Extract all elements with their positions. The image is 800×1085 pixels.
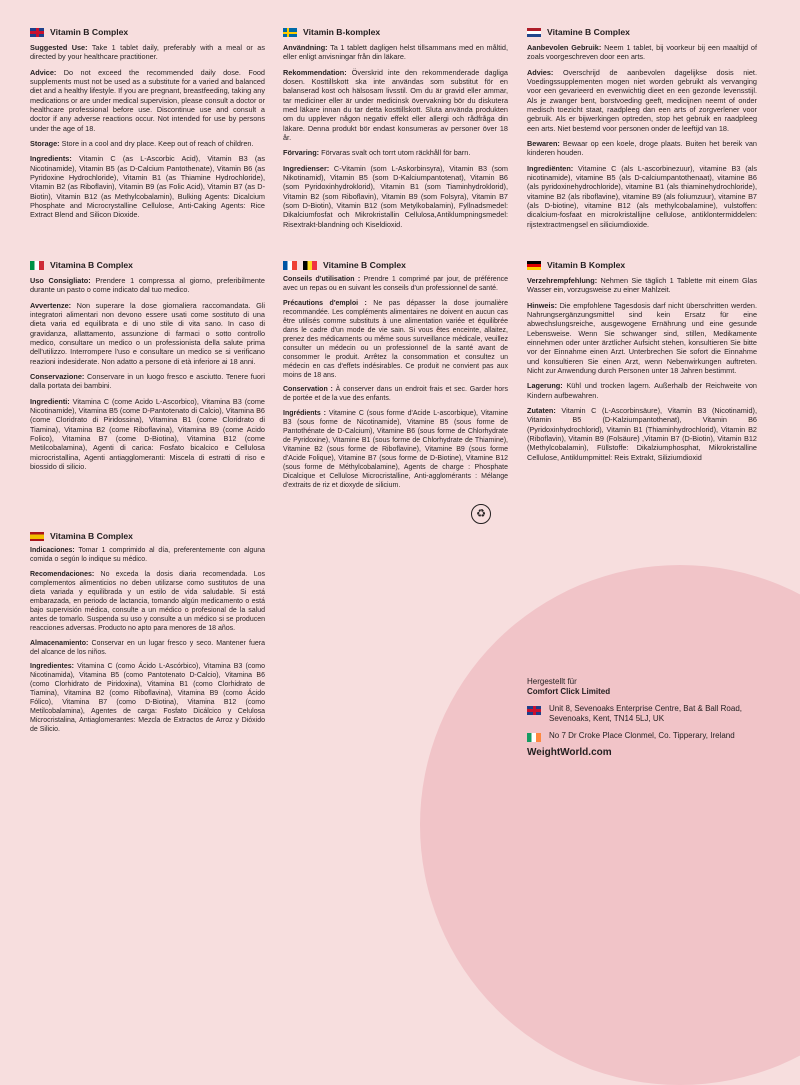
section-es xyxy=(30,531,265,741)
paragraph: Hinweis: Die empfohlene Tagesdosis darf nicht überschritten werden. Nahrungsergänzungsmittel sind kein Ersatz für eine abwechslungsreiche, ausgewogene Ernährung und eine gesunde Lebensweise. Wenn Sie schwanger sind, stillen, Medikamente einnehmen oder unter ärztlicher Aufsicht stehen, konsultieren Sie bitte vor der Einnahme einen Arzt. Unterbrechen Sie sofort die Einnahme und konsultieren Sie einen Arzt, wenn Nebenwirkungen auftreten. Nicht zur Anwendung durch Personen unter 18 Jahren bestimmt. xyxy=(527,300,757,375)
section-title: Vitamin B Complex xyxy=(50,27,129,37)
paragraph: Förvaring: Förvaras svalt och torrt utom räckhåll för barn. xyxy=(283,148,471,158)
section-nl xyxy=(527,27,757,235)
section-se xyxy=(283,27,508,235)
section-fr xyxy=(283,260,508,497)
paragraph: Verzehrempfehlung: Nehmen Sie täglich 1 Tablette mit einem Glas Wasser ein, vorzugsweise zu einer Mahlzeit. xyxy=(527,276,757,295)
paragraph: Suggested Use: Take 1 tablet daily, preferably with a meal or as directed by your healthcare practitioner. xyxy=(30,43,265,62)
uk-address: Unit 8, Sevenoaks Enterprise Centre, Bat & Ball Road, Sevenoaks, Kent, TN14 5LJ, UK xyxy=(549,703,742,724)
section-title: Vitamin B-komplex xyxy=(303,27,381,37)
germany-flag-icon xyxy=(527,261,541,270)
paragraph: Uso Consigliato: Prendere 1 compressa al giorno, preferibilmente durante un pasto o come indicato dal tuo medico. xyxy=(30,276,265,295)
paragraph: Ingredientes: Vitamina C (como Ácido L-Ascórbico), Vitamina B3 (como Nicotinamida), Vitamina B5 (como Pantotenato D-Calcio), Vitamina B6 (como Clorhidrato de Piridoxina), Vitamina B1 (como Clorhidrato de Tiamina), Vitamina B2 (como Riboflavina), Vitamina B9 (como Ácido Fólico), Vitamina B7 (como D-Biotina), Vitamina B12 (como Metilcobalamina), Agentes de carga: Fosfato Dicálcico y Celulosa Microcristalina, Antiaglomerantes: Mezcla de Extractos de Arroz y Dióxido de Silicio. xyxy=(30,663,265,734)
section-title: Vitamina B Complex xyxy=(50,260,133,270)
paragraph: Ingrédients : Vitamine C (sous forme d'Acide L-ascorbique), Vitamine B3 (sous forme de Nicotinamide), Vitamine B5 (sous forme de Pantothénate de D-Calcium), Vitamine B6 (sous forme de Chlorhydrate de Pyridoxine), Vitamine B1 (sous forme de Chlorhydrate de Thiamine), Vitamine B2 (sous forme de Riboflavine), Vitamine B9 (sous forme d'Acide Folique), Vitamine B7 (sous forme de D-Biotine), Vitamine B12 (sous forme de Méthylcobalamine), Agents de charge : Phosphate Dicalcique et Cellulose Microcristalline, Anti-agglomérants : Mélange d'extraits de riz et dioxyde de silicium. xyxy=(283,410,508,490)
section-title: Vitamine B Complex xyxy=(323,260,406,270)
paragraph: Recomendaciones: No exceda la dosis diaria recomendada. Los complementos alimenticios no deben utilizarse como sustitutos de una dieta variada y equilibrada y un estilo de vida saludable. Si está embarazada, en periodo de lactancia, tomando algún medicamento o está bajo supervisión médica, consulte a un médico o profesional de la salud antes de tomarlo. Suspenda su uso y consulte a un médico si se producen reacciones adversas. Producto no apto para menores de 18 años. xyxy=(30,570,265,632)
section-it xyxy=(30,260,265,477)
paragraph: Précautions d'emploi : Ne pas dépasser la dose journalière recommandée. Les compléments alimentaires ne doivent en aucun cas être utilisés comme substituts à une alimentation variée et équilibrée dans le cadre d'un mode de vie sain. Si vous êtes enceinte, allaitez, prenez des médicaments ou même sous surveillance médicale, veuillez consulter un médecin ou un professionnel de la santé avant de consommer le produit. Arrêtez la consommation et consultez un médecin en cas d'effets indésirables. Ce produit ne convient pas aux moins de 18 ans. xyxy=(283,299,508,379)
paragraph: Ingredienser: C-Vitamin (som L-Askorbinsyra), Vitamin B3 (som Nikotinamid), Vitamin B5 (som D-Kalciumpantotenat), Vitamin B6 (som Pyridoxinhydroklorid), Vitamin B1 (som Tiaminhydroklorid), Vitamin B2 (som Riboflavin), Vitamin B9 (som Folsyra), Vitamin B7 (som D-Biotin), Vitamin B12 (som Metylkobalamin), Fyllnadsmedel: Dikalciumfosfat och Mikrokristallin Cellulosa,Antiklumpningsmedel: Risextrakt-blandning och Kiseldioxid. xyxy=(283,163,508,229)
section-title: Vitamina B Complex xyxy=(50,531,133,541)
sweden-flag-icon xyxy=(283,28,297,37)
brand-website: WeightWorld.com xyxy=(527,746,612,758)
paragraph: Användning: Ta 1 tablett dagligen helst tillsammans med en måltid, eller enligt anvisningar från din läkare. xyxy=(283,43,508,62)
paragraph: Rekommendation: Överskrid inte den rekommenderade dagliga dosen. Kosttillskott ska inte användas som substitut för en balanserad kost och hälsosam livsstil. Om du är gravid eller ammar, tar mediciner eller är under medicinsk övervakning bör du diskutera med läkare innan du tar detta kosttillskott. Sluta använda produkten om du upplever någon negativ effekt eller allergi och rådfråga din läkare. Denna produkt bör endast konsumeras av personer över 18 år. xyxy=(283,67,508,142)
paragraph: Zutaten: Vitamin C (L-Ascorbinsäure), Vitamin B3 (Nicotinamid), Vitamin B5 (D-Kalziumpantothenat), Vitamin B6 (Pyridoxinhydrochlorid), Vitamin B1 (Thiaminhydrochlorid), Vitamin B2 (Riboflavin), Vitamin B9 (Folsäure) ,Vitamin B7 (D-Biotin), Vitamin B12 (Methylcobalamin), Füllstoffe: Dikalziumphosphat, Mikrokristalline Cellulose, Antiklumpmittel: Reis Extrakt, Siliziumdioxid xyxy=(527,405,757,462)
paragraph: Storage: Store in a cool and dry place. Keep out of reach of children. xyxy=(30,138,254,148)
paragraph: Indicaciones: Tomar 1 comprimido al día, preferentemente con alguna comida o según lo indique su médico. xyxy=(30,547,265,563)
section-de xyxy=(527,260,757,468)
netherlands-flag-icon xyxy=(527,28,541,37)
paragraph: Ingrediënten: Vitamine C (als L-ascorbinezuur), vitamine B3 (als nicotinamide), vitamine B5 (als D-calciumpantothenaat), vitamine B6 (als pyridoxinehydrochloride), vitamine B1 (als thiaminehydrochloride), vitamine B2 (als riboflavine), vitamine B9 (als foliumzuur), vitamine B7 (als D-biotine), vitamine B12 (als methylcobalamine), vulstoffen: dicalcium-fosfaat en microkristallijne cellulose, antiklontermiddelen: rijstextractmengsel en siliciumdioxide. xyxy=(527,163,757,229)
paragraph: Advice: Do not exceed the recommended daily dose. Food supplements must not be used as a substitute for a varied and balanced diet and a healthy lifestyle. If you are pregnant, breastfeeding, taking any medications or are under medical supervision, please consult a doctor or healthcare professional before use. Discontinue use and consult a doctor if any adverse reactions occur. Not intended for use by persons under the age of 18. xyxy=(30,67,265,133)
france-flag-icon xyxy=(283,261,297,270)
paragraph: Conservation : À conserver dans un endroit frais et sec. Garder hors de portée et de la vue des enfants. xyxy=(283,386,508,403)
recycle-icon: ♻ xyxy=(471,504,491,524)
paragraph: Advies: Overschrijd de aanbevolen dagelijkse dosis niet. Voedingssupplementen mogen niet worden gebruikt als vervanging voor een gevarieerd en evenwichtig dieet en een gezonde levensstijl. Als je zwanger bent, borstvoeding geeft, medicijnen neemt of onder medisch toezicht staat, raadpleeg dan een arts of zorgverlener voor gebruik. Als er bijwerkingen optreden, stop het gebruik en raadpleeg een arts. Niet bestemd voor personen onder de leeftijd van 18. xyxy=(527,67,757,133)
paragraph: Conservazione: Conservare in un luogo fresco e asciutto. Tenere fuori dalla portata dei bambini. xyxy=(30,371,265,391)
paragraph: Conseils d'utilisation : Prendre 1 comprimé par jour, de préférence avec un repas ou en suivant les conseils d'un professionnel de santé. xyxy=(283,276,508,292)
paragraph: Ingredienti: Vitamina C (come Acido L-Ascorbico), Vitamina B3 (come Nicotinamide), Vitamina B5 (come D-Pantotenato di Calcio), Vitamina B6 (come Cloridrato di Piridossina), Vitamina B1 (come Cloridrato di Tiamina), Vitamina B2 (come Riboflavina), Vitamina B9 (come Acido Folico), Vitamina B7 (come D-Biotina), Vitamina B12 (come Metilcobalamina), Agenti di carica: Fosfato bicalcico e Cellulosa microcristallina, Agenti antiagglomeranti: Miscela di estratti di riso e biossido di silicio. xyxy=(30,396,265,471)
uk-flag-icon xyxy=(30,28,44,37)
paragraph: Lagerung: Kühl und trocken lagern. Außerhalb der Reichweite von Kindern aufbewahren. xyxy=(527,381,757,400)
background-circle xyxy=(420,565,800,1085)
made-for-label: Hergestellt für xyxy=(527,677,577,686)
company-name: Comfort Click Limited xyxy=(527,687,611,697)
uk-flag-icon xyxy=(527,706,541,715)
ireland-flag-icon xyxy=(527,733,541,742)
section-title: Vitamine B Complex xyxy=(547,27,630,37)
section-title: Vitamin B Komplex xyxy=(547,260,626,270)
paragraph: Aanbevolen Gebruik: Neem 1 tablet, bij voorkeur bij een maaltijd of zoals voorgeschreven door een arts. xyxy=(527,43,757,62)
paragraph: Almacenamiento: Conservar en un lugar fresco y seco. Mantener fuera del alcance de los niños. xyxy=(30,639,265,656)
italy-flag-icon xyxy=(30,261,44,270)
belgium-flag-icon xyxy=(303,261,317,270)
manufacturer-block xyxy=(527,677,757,759)
paragraph: Avvertenze: Non superare la dose giornaliera raccomandata. Gli integratori alimentari non devono essere usati come sostituto di una dieta varia ed equilibrata e di uno stile di vita sano. In caso di gravidanza, allattamento, assunzione di farmaci o sotto controllo medico, consultare un medico o un professionista della salute prima dell'utilizzo. Interrompere l'uso e consultare un medico se si verificano reazioni indesiderate. Non adatto a persone di età inferiore ai 18 anni. xyxy=(30,300,265,366)
section-en xyxy=(30,27,265,226)
ie-address: No 7 Dr Croke Place Clonmel, Co. Tipperary, Ireland xyxy=(549,730,735,740)
paragraph: Bewaren: Bewaar op een koele, droge plaats. Buiten het bereik van kinderen houden. xyxy=(527,138,757,158)
spain-flag-icon xyxy=(30,532,44,541)
paragraph: Ingredients: Vitamin C (as L-Ascorbic Acid), Vitamin B3 (as Nicotinamide), Vitamin B5 (as D-Calcium Pantothenate), Vitamin B6 (as Pyridoxine Hydrochloride), Vitamin B1 (as Thiamine Hydrochloride), Vitamin B2 (as Riboflavin), Vitamin B9 (as Folic Acid), Vitamin B7 (as D-Biotin), Vitamin B12 (as Methylcobalamin), Bulking Agents: Dicalcium Phosphate and Microcrystalline Cellulose, Anti-Caking Agents: Rice Extract Blend and Silicon Dioxide. xyxy=(30,154,265,220)
